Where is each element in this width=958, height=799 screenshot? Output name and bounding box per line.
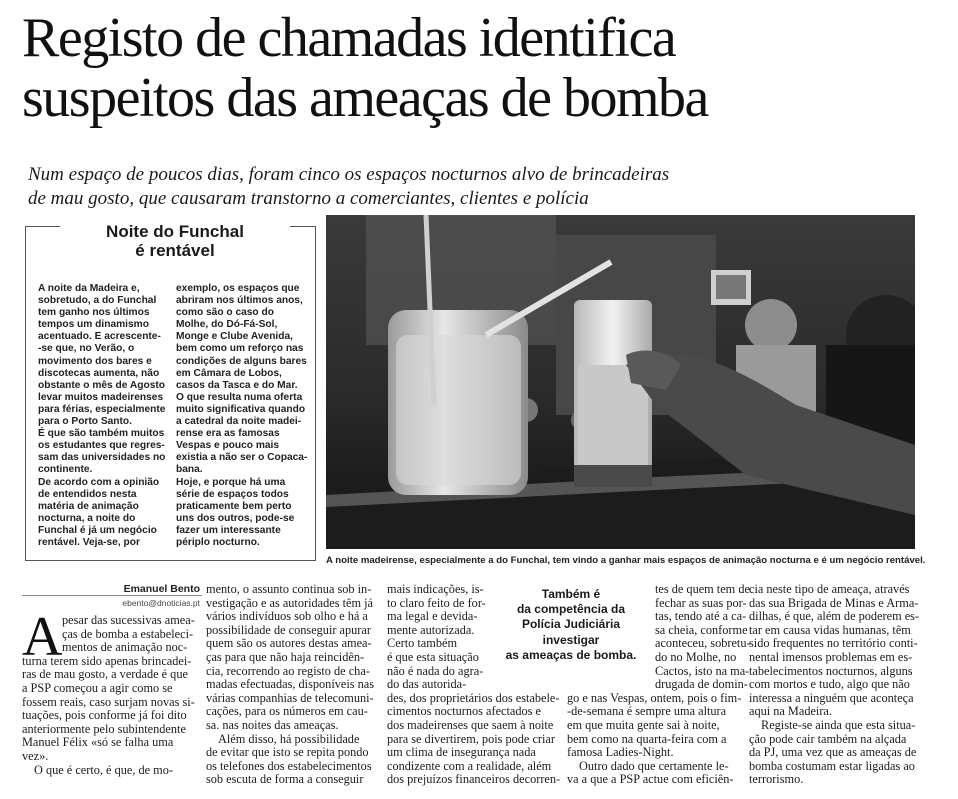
text-line: ças para que não haja reincidên- <box>206 649 365 664</box>
text-line: anteriormente pelo subintendente <box>22 721 186 736</box>
text-line: sa cheia, conforme <box>655 622 748 637</box>
text-line: tabelecimentos nocturnos, alguns <box>749 663 913 678</box>
text-line: de entendidos nesta <box>38 488 137 500</box>
author-email: ebento@dnoticias.pt <box>122 598 200 608</box>
sidebar-title <box>60 222 290 260</box>
text-line: uns dos outros, pode-se <box>176 512 295 524</box>
pull-quote-line: da competência da <box>516 602 626 617</box>
text-line: des, dos proprietários dos estabele- <box>387 690 560 705</box>
text-line: das sua Brigada de Minas e Arma- <box>749 595 919 610</box>
text-line: vez». <box>22 748 49 763</box>
text-line: cia, recorrendo ao registo de cha- <box>206 663 370 678</box>
text-line: ção pode cair também na alçada <box>749 731 907 746</box>
article-column-5 <box>749 583 924 787</box>
pull-quote <box>490 585 652 665</box>
text-line: O que resulta numa oferta <box>176 391 303 403</box>
text-line: sido frequentes no território conti- <box>749 636 918 651</box>
text-line: em que muita gente sai à noite, <box>567 717 720 732</box>
headline <box>22 8 937 128</box>
text-line: aconteceu, sobretu- <box>655 636 751 651</box>
headline-line: suspeitos das ameaças de bomba <box>22 67 708 129</box>
text-line: os telefones dos estabelecimentos <box>206 758 372 773</box>
text-line: não é nada do agra- <box>387 663 484 678</box>
text-line: da PJ, uma vez que as ameaças de <box>749 745 917 760</box>
sidebar-title-line: Noite do Funchal <box>106 222 244 241</box>
text-line: do no Molhe, no <box>655 649 737 664</box>
text-line: abriram nos últimos anos, <box>176 295 303 307</box>
text-line: madas efectuadas, disponíveis nas <box>206 677 375 692</box>
text-line: mente autorizada. <box>387 622 475 637</box>
text-line: Vespas e pouco mais <box>176 440 280 452</box>
text-line: é que esta situação <box>387 649 479 664</box>
text-line: famosa Ladies-Night. <box>567 745 674 760</box>
text-line: matéria de animação <box>38 500 139 512</box>
text-line: do das autorida- <box>387 677 467 692</box>
text-line: possibilidade de conseguir apurar <box>206 622 371 637</box>
text-line: para o Porto Santo. <box>38 416 132 428</box>
text-line: quem são os autores destas amea- <box>206 636 372 651</box>
text-line: tes de quem tem de <box>655 582 750 596</box>
text-line: tempos um dinamismo <box>38 319 149 331</box>
sidebar-column-2 <box>176 283 306 549</box>
text-line: acentuado. E acrescente- <box>38 331 161 343</box>
text-line: cia neste tipo de ameaça, através <box>749 582 910 596</box>
text-line: para férias, especialmente <box>38 403 166 415</box>
text-line: nocturna, a noite do <box>38 512 136 524</box>
text-line: É que são também muitos <box>38 428 165 440</box>
text-line: ças de bomba a estabeleci- <box>62 626 194 641</box>
text-line: levar muitos madeirenses <box>38 391 164 403</box>
text-line: como são o caso do <box>176 307 274 319</box>
text-line: bem como um reforço nas <box>176 343 304 355</box>
subheadline-line: Num espaço de poucos dias, foram cinco os espaços nocturnos alvo de brincadeiras <box>28 164 670 185</box>
text-line: turna terem sido apenas brincadei- <box>22 653 192 668</box>
photo-caption: A noite madeirense, especialmente a do Funchal, tem vindo a ganhar mais espaços de animação nocturna e é um negócio rentável. <box>326 555 926 566</box>
text-line: interessa a ninguém que aconteça <box>749 690 914 705</box>
text-line: cações, para os números em cau- <box>206 704 368 719</box>
pull-quote-line: Polícia Judiciária <box>521 617 621 632</box>
text-line: to claro feito de for- <box>387 595 486 610</box>
text-line: para se divertirem, pois pode criar <box>387 731 555 746</box>
text-line: Registe-se ainda que esta situa- <box>761 717 916 732</box>
text-line: va a que a PSP actue com eficiên- <box>567 772 734 787</box>
text-line: um clima de insegurança nada <box>387 745 536 760</box>
text-line: várias companhias de telecomuni- <box>206 690 374 705</box>
text-line: A noite da Madeira e, <box>38 283 140 294</box>
text-line: em Câmara de Lobos, <box>176 367 282 379</box>
text-line: -de-semana é sempre uma altura <box>567 704 727 719</box>
sidebar-column-1 <box>38 283 166 549</box>
text-line: muito significativa quando <box>176 403 306 415</box>
text-line: Outro dado que certamente le- <box>579 758 729 773</box>
text-line: vários indivíduos sob olho e há a <box>206 609 368 624</box>
text-line: bem como na quarta-feira com a <box>567 731 727 746</box>
text-line: tar em causa vidas humanas, têm <box>749 622 911 637</box>
subheadline <box>28 163 788 211</box>
text-line: cimentos nocturnos afectados e <box>387 704 541 719</box>
text-line: aqui na Madeira. <box>749 704 832 719</box>
text-line: Molhe, do Dó-Fá-Sol, <box>176 319 278 331</box>
text-line: rense era as famosas <box>176 428 280 440</box>
text-line: Funchal é já um negócio <box>38 524 157 536</box>
text-line: casos da Tasca e do Mar. <box>176 379 298 391</box>
text-line: nental imensos problemas em es- <box>749 649 913 664</box>
text-line: mento, o assunto continua sob in- <box>206 582 372 596</box>
text-line: série de espaços todos <box>176 488 289 500</box>
text-line: ma legal e devida- <box>387 609 478 624</box>
text-line: Manuel Félix «só se falha uma <box>22 735 174 750</box>
text-line: exemplo, os espaços que <box>176 283 300 294</box>
text-line: dilhas, é que, além de poderem es- <box>749 609 920 624</box>
text-line: sam das universidades no <box>38 452 166 464</box>
subheadline-line: de mau gosto, que causaram transtorno a comerciantes, clientes e polícia <box>28 188 589 209</box>
text-line: movimento dos bares e <box>38 355 152 367</box>
text-line: praticamente bem perto <box>176 500 292 512</box>
byline-divider <box>22 595 202 596</box>
text-line: condizente com a realidade, além <box>387 758 552 773</box>
text-line: go e nas Vespas, ontem, pois o fim- <box>567 690 742 705</box>
text-line: tem ganho nos últimos <box>38 307 150 319</box>
text-line: a PSP começou a agir como se <box>22 680 173 695</box>
text-line: fossem reais, caso surjam novas si- <box>22 694 195 709</box>
text-line: fazer um interessante <box>176 524 281 536</box>
text-line: obstante o mês de Agosto <box>38 379 165 391</box>
text-line: -se que, no Verão, o <box>38 343 135 355</box>
text-line: de evitar que isto se repita pondo <box>206 745 369 760</box>
text-line: sa. nas noites das ameaças. <box>206 717 339 732</box>
text-line: vestigação e as autoridades têm já <box>206 595 373 610</box>
text-line: bomba costumam estar ligadas ao <box>749 758 915 773</box>
text-line: a catedral da noite madei- <box>176 416 302 428</box>
text-line: os estudantes que regres- <box>38 440 165 452</box>
text-line: condições de alguns bares <box>176 355 307 367</box>
text-line: sob escuta de forma a conseguir <box>206 772 364 787</box>
article-column-1 <box>22 606 202 777</box>
text-line: com mortos e tudo, algo que não <box>749 677 910 692</box>
text-line: tuações, pois conforme já foi dito <box>22 708 187 723</box>
text-line: De acordo com a opinião <box>38 476 160 488</box>
text-line: fechar as suas por- <box>655 595 747 610</box>
text-line: Além disso, há possibilidade <box>218 731 360 746</box>
author-name: Emanuel Bento <box>123 583 200 595</box>
text-line: discotecas aumenta, não <box>38 367 160 379</box>
drop-cap: A <box>22 606 63 668</box>
text-line: O que é certo, é que, de mo- <box>34 762 173 777</box>
text-line: Cactos, isto na ma- <box>655 663 750 678</box>
bar-photo-image <box>326 215 915 549</box>
text-line: bana. <box>176 464 203 476</box>
text-line: Monge e Clube Avenida, <box>176 331 293 343</box>
bar-photo <box>326 215 915 549</box>
headline-line: Registo de chamadas identifica <box>22 7 676 69</box>
text-line: mais indicações, is- <box>387 582 484 596</box>
text-line: sobretudo, a do Funchal <box>38 295 157 307</box>
article-column-2 <box>206 583 380 787</box>
text-line: mentos de animação noc- <box>62 640 188 655</box>
text-line: Certo também <box>387 636 458 651</box>
pull-quote-line: as ameaças de bomba. <box>505 647 637 662</box>
text-line: dos prejuízos financeiros decorren- <box>387 772 561 787</box>
text-line: tas, tendo até a ca- <box>655 609 747 624</box>
text-line: terrorismo. <box>749 772 804 787</box>
text-line: existia a não ser o Copaca- <box>176 452 308 464</box>
text-line: dos madeirenses que saem à noite <box>387 717 554 732</box>
sidebar-title-line: é rentável <box>135 241 215 260</box>
text-line: drugada de domin- <box>655 677 748 692</box>
text-line: ras de mau gosto, a verdade é que <box>22 667 188 682</box>
text-line: périplo nocturno. <box>176 536 260 548</box>
pull-quote-line: Também é <box>541 587 601 601</box>
text-line: continente. <box>38 464 93 476</box>
text-line: Hoje, e porque há uma <box>176 476 286 488</box>
text-line: pesar das sucessivas amea- <box>62 613 195 627</box>
text-line: rentável. Veja-se, por <box>38 536 140 548</box>
pull-quote-line: investigar <box>542 632 600 647</box>
